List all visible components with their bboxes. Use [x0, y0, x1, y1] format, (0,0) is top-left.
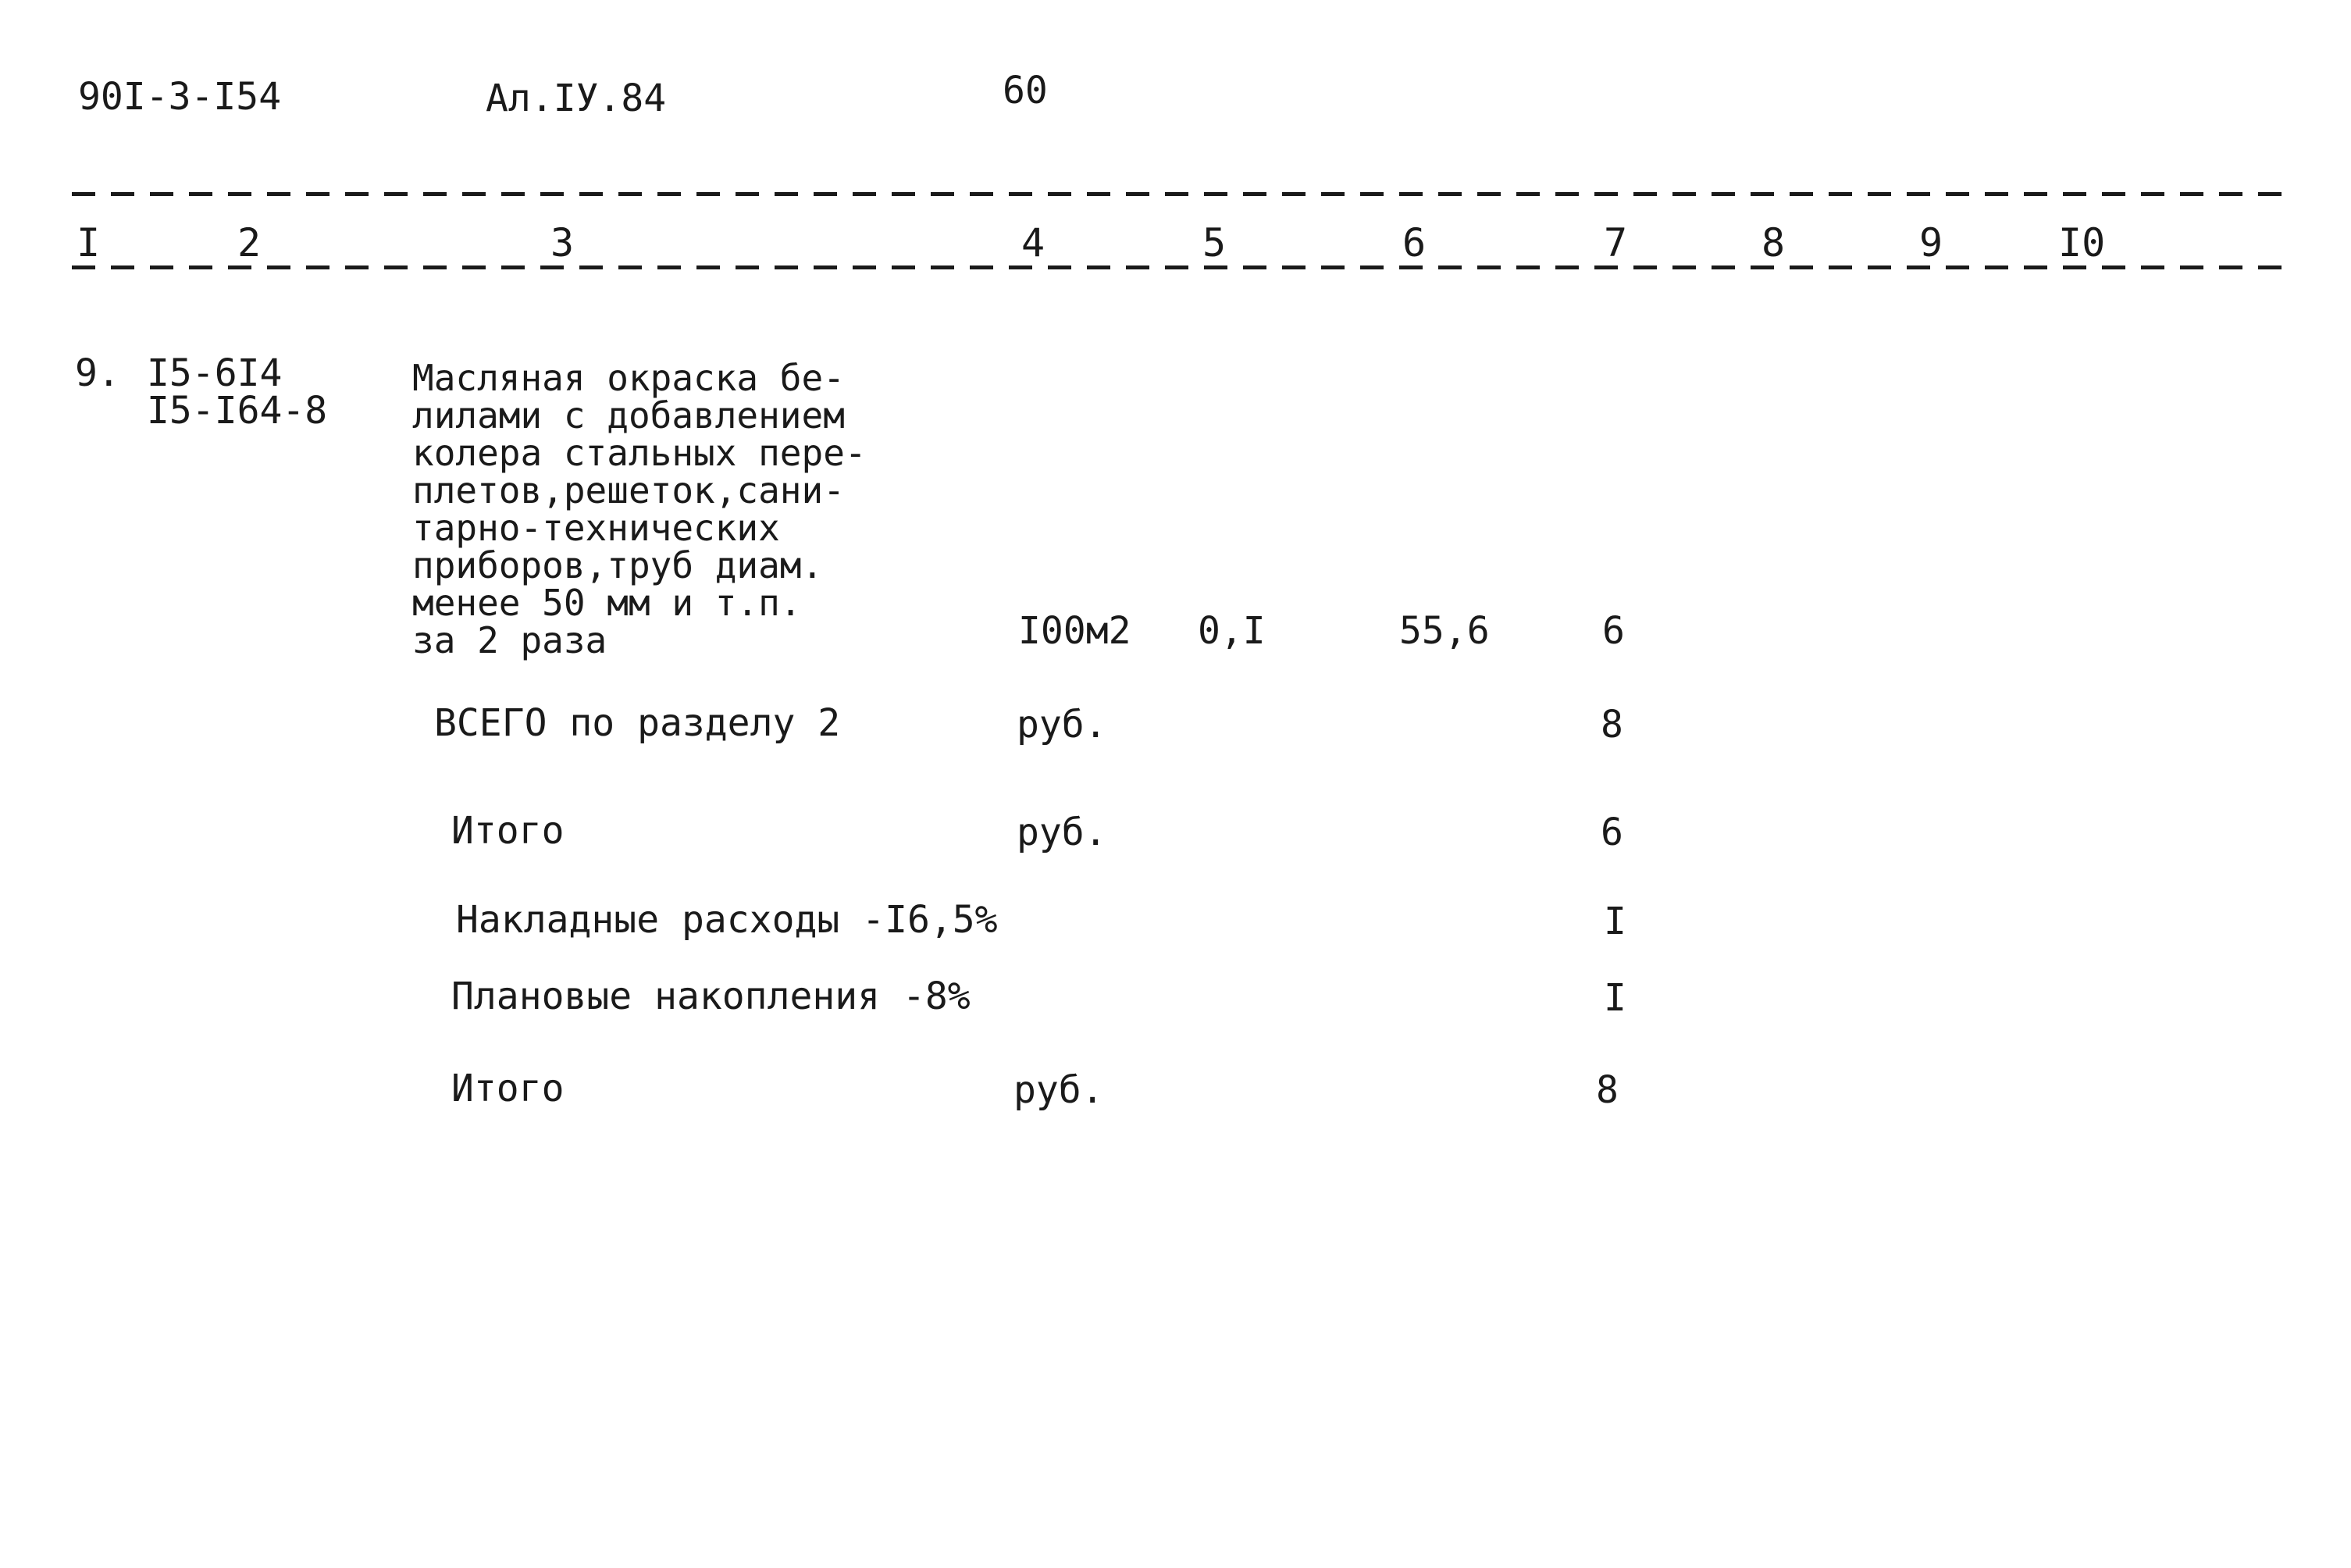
item-total: 6 [1602, 609, 1625, 653]
summary-value-section-total: 8 [1601, 703, 1623, 747]
column-number-1: I [77, 220, 101, 265]
document-code: 90I-3-I54 [78, 75, 282, 119]
summary-value-planned-savings: I [1604, 976, 1626, 1020]
table-top-rule [72, 192, 2297, 196]
column-number-6: 6 [1402, 220, 1427, 265]
item-description-line: приборов,труб диам. [412, 544, 824, 586]
summary-value-subtotal: 6 [1601, 811, 1623, 854]
column-number-4: 4 [1021, 220, 1045, 265]
item-number: 9. [75, 351, 120, 395]
album-reference: Ал.IУ.84 [486, 77, 667, 120]
column-number-7: 7 [1604, 220, 1628, 265]
item-description-line: за 2 раза [412, 619, 607, 661]
item-description-line: Масляная окраска бе- [412, 357, 845, 399]
item-description-line: тарно-технических [412, 507, 780, 549]
column-number-10: I0 [2058, 220, 2106, 265]
summary-value-grand-total: 8 [1596, 1068, 1619, 1112]
summary-label-subtotal: Итого [451, 809, 565, 853]
summary-label-overhead: Накладные расходы -I6,5% [456, 898, 998, 942]
item-description-line: менее 50 мм и т.п. [412, 582, 802, 624]
item-description-line: плетов,решеток,сани- [412, 469, 845, 511]
column-number-8: 8 [1761, 220, 1786, 265]
item-description-line: колера стальных пере- [412, 432, 867, 474]
summary-unit-section-total: руб. [1017, 703, 1107, 747]
summary-value-overhead: I [1604, 900, 1626, 943]
column-number-2: 2 [237, 220, 262, 265]
summary-label-section-total: ВСЕГО по разделу 2 [434, 701, 841, 745]
item-code-2: I5-I64-8 [147, 389, 328, 433]
item-description-line: лилами с добавлением [412, 394, 845, 437]
item-unit: I00м2 [1018, 609, 1131, 653]
item-quantity: 0,I [1198, 609, 1266, 653]
table-bottom-rule [72, 265, 2297, 269]
summary-unit-grand-total: руб. [1013, 1068, 1104, 1112]
column-number-3: 3 [550, 220, 575, 265]
item-code-1: I5-6I4 [147, 351, 283, 395]
summary-label-planned-savings: Плановые накопления -8% [451, 975, 971, 1018]
page-number: 60 [1003, 69, 1048, 112]
column-number-5: 5 [1202, 220, 1227, 265]
column-number-9: 9 [1919, 220, 1943, 265]
summary-label-grand-total: Итого [451, 1067, 565, 1110]
item-unit-price: 55,6 [1399, 609, 1490, 653]
summary-unit-subtotal: руб. [1017, 811, 1107, 854]
